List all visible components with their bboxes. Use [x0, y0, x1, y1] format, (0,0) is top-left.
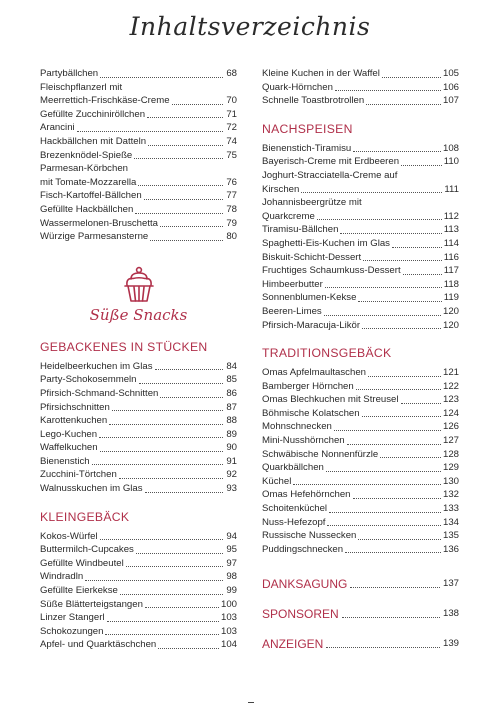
- dot-leader: [362, 328, 441, 329]
- toc-entry: [262, 420, 459, 434]
- appendix-entries: [262, 576, 459, 652]
- toc-entry-title: Buttermilch-Cupcakes: [40, 544, 134, 556]
- dot-leader: [105, 634, 219, 635]
- dot-leader: [155, 369, 223, 370]
- dot-leader: [392, 247, 442, 248]
- dot-leader: [380, 457, 441, 458]
- dot-leader: [403, 274, 442, 275]
- toc-page-number: 93: [226, 483, 237, 495]
- dot-leader: [347, 444, 441, 445]
- toc-entry-title: Brezenknödel-Spieße: [40, 149, 133, 161]
- dot-leader: [145, 492, 223, 493]
- toc-page-number: 72: [226, 122, 237, 134]
- toc-entry-title: Süße Blätterteigstangen: [40, 598, 143, 610]
- sweet-snacks-banner: [40, 266, 237, 324]
- toc-entry-line: Parmesan-Körbchen: [40, 163, 128, 175]
- toc-entry-title: Mini-Nusshörnchen: [262, 435, 345, 447]
- dot-leader: [301, 192, 442, 193]
- toc-page-number: 94: [226, 530, 237, 542]
- toc-entry: [262, 319, 459, 333]
- toc-entry: [262, 475, 459, 489]
- savory-snacks-list: [40, 67, 237, 244]
- toc-entry-title: mit Tomate-Mozzarella: [40, 176, 137, 188]
- section-heading: KLEINGEBÄCK: [40, 509, 130, 524]
- toc-page-number: 124: [442, 407, 459, 419]
- toc-entry: [40, 230, 237, 244]
- toc-page-number: 104: [220, 639, 237, 651]
- toc-page-number: 134: [442, 516, 459, 528]
- toc-entry: [40, 373, 237, 387]
- dot-leader: [326, 647, 440, 648]
- dot-leader: [382, 77, 441, 78]
- dot-leader: [148, 145, 223, 146]
- dot-leader: [345, 552, 441, 553]
- toc-entry-title: Walnusskuchen im Glas: [40, 483, 143, 495]
- toc-entry: [40, 570, 237, 584]
- toc-page-number: 137: [442, 578, 459, 590]
- toc-page-number: 91: [226, 455, 237, 467]
- toc-entry-title: Schwäbische Nonnenfürzle: [262, 448, 379, 460]
- toc-page-number: 122: [442, 380, 459, 392]
- dot-leader: [85, 580, 223, 581]
- toc-entry: [40, 189, 237, 203]
- toc-entry: [40, 482, 237, 496]
- dot-leader: [326, 471, 441, 472]
- dot-leader: [293, 484, 441, 485]
- dot-leader: [160, 226, 223, 227]
- toc-entry-title: Lego-Kuchen: [40, 428, 98, 440]
- dot-leader: [135, 213, 223, 214]
- dot-leader: [358, 301, 441, 302]
- page-mark: [248, 702, 254, 703]
- dot-leader: [353, 498, 441, 499]
- toc-page-number: 106: [442, 81, 459, 93]
- left-column: [40, 67, 237, 652]
- toc-entry-title: Tiramisu-Bällchen: [262, 224, 339, 236]
- toc-entry: [262, 461, 459, 475]
- toc-entry: [262, 183, 459, 197]
- cupcake-icon: [122, 266, 156, 304]
- toc-page-number: 85: [226, 374, 237, 386]
- toc-page-number: 129: [442, 462, 459, 474]
- toc-page-number: 117: [443, 265, 459, 277]
- appendix-entry: [262, 606, 459, 622]
- dot-leader: [368, 376, 441, 377]
- dot-leader: [335, 90, 441, 91]
- toc-entry: [40, 94, 237, 108]
- toc-entry-title: Bamberger Hörnchen: [262, 380, 354, 392]
- dot-leader: [350, 587, 440, 588]
- dot-leader: [401, 165, 442, 166]
- toc-page-number: 126: [442, 421, 459, 433]
- dot-leader: [327, 525, 441, 526]
- toc-entry-title: Omas Hefehörnchen: [262, 489, 351, 501]
- section-heading: GEBACKENES IN STÜCKEN: [40, 339, 208, 354]
- toc-entry-title: Karottenkuchen: [40, 415, 108, 427]
- appendix-title: ANZEIGEN: [262, 637, 324, 652]
- toc-entry: [40, 543, 237, 557]
- toc-page-number: 98: [226, 571, 237, 583]
- toc-page-number: 123: [442, 394, 459, 406]
- toc-entry: [262, 237, 459, 251]
- toc-entry: [262, 81, 459, 95]
- toc-page-number: 77: [226, 190, 237, 202]
- toc-entry: [40, 414, 237, 428]
- toc-entry: [262, 380, 459, 394]
- toc-entry: [40, 584, 237, 598]
- toc-entry: [40, 611, 237, 625]
- dot-leader: [362, 416, 441, 417]
- dot-leader: [158, 648, 219, 649]
- toc-entry: [40, 530, 237, 544]
- dot-leader: [144, 199, 223, 200]
- toc-page-number: 100: [220, 598, 237, 610]
- toc-page-number: 116: [443, 251, 459, 263]
- toc-page-number: 114: [443, 237, 459, 249]
- toc-page-number: 89: [226, 428, 237, 440]
- toc-entry: [40, 625, 237, 639]
- dot-leader: [107, 621, 219, 622]
- toc-page-number: 75: [226, 149, 237, 161]
- toc-page-number: 70: [226, 95, 237, 107]
- dot-leader: [353, 151, 441, 152]
- toc-page-number: 107: [442, 95, 459, 107]
- dot-leader: [358, 539, 441, 540]
- toc-entry: [40, 441, 237, 455]
- toc-entry-title: Puddingschnecken: [262, 543, 344, 555]
- toc-entry: [40, 203, 237, 217]
- toc-entry-title: Bienenstich: [40, 455, 90, 467]
- toc-entry-title: Partybällchen: [40, 68, 99, 79]
- toc-page-number: 97: [226, 557, 237, 569]
- toc-entry: [40, 108, 237, 122]
- toc-page-number: 95: [226, 544, 237, 556]
- dot-leader: [126, 566, 223, 567]
- sweet-sections: [40, 340, 237, 652]
- toc-entry-title: Fisch-Kartoffel-Bällchen: [40, 190, 142, 202]
- toc-entry-line: Fleischpflanzerl mit: [40, 81, 123, 93]
- toc-entry-title: Omas Apfelmaultaschen: [262, 367, 366, 379]
- dot-leader: [342, 617, 440, 618]
- toc-entry: [40, 360, 237, 374]
- toc-entry-title: Würzige Parmesansterne: [40, 231, 149, 243]
- dot-leader: [138, 185, 223, 186]
- dot-leader: [136, 553, 223, 554]
- toc-entry-title: Schnelle Toastbrotrollen: [262, 95, 365, 107]
- toc-entry-title: Schokozungen: [40, 625, 104, 637]
- dot-leader: [150, 240, 223, 241]
- toc-entry: [262, 407, 459, 421]
- toc-page-number: 113: [443, 224, 459, 236]
- toc-entry-title: Bienenstich-Tiramisu: [262, 142, 352, 154]
- toc-entry-title: Heidelbeerkuchen im Glas: [40, 360, 153, 372]
- dot-leader: [160, 397, 223, 398]
- toc-page-number: 119: [443, 292, 459, 304]
- toc-entry: [40, 638, 237, 652]
- toc-entry: [40, 121, 237, 135]
- dot-leader: [325, 287, 442, 288]
- dot-leader: [100, 539, 223, 540]
- toc-entry: [262, 366, 459, 380]
- toc-entry-title: Pfirsich-Maracuja-Likör: [262, 319, 361, 331]
- toc-entry: [40, 598, 237, 612]
- toc-entry: [262, 529, 459, 543]
- toc-entry: [40, 428, 237, 442]
- toc-entry: [40, 67, 237, 81]
- toc-entry-title: Sonnenblumen-Kekse: [262, 292, 357, 304]
- dot-leader: [112, 410, 223, 411]
- toc-entry-title: Kokos-Würfel: [40, 530, 98, 542]
- toc-page-number: 128: [442, 448, 459, 460]
- right-column: [262, 67, 459, 652]
- toc-entry-title: Bayerisch-Creme mit Erdbeeren: [262, 156, 400, 168]
- toc-page-number: 111: [444, 183, 459, 195]
- toc-entry-title: Gefüllte Zucchiniröllchen: [40, 108, 146, 120]
- toc-page-number: 68: [226, 68, 237, 79]
- appendix-entry: [262, 576, 459, 592]
- dot-leader: [92, 464, 223, 465]
- dot-leader: [363, 260, 442, 261]
- toc-entry: [40, 468, 237, 482]
- toc-entry: [262, 278, 459, 292]
- toc-entry-title: Mohnschnecken: [262, 421, 332, 433]
- toc-entry: [40, 455, 237, 469]
- dot-leader: [139, 383, 223, 384]
- toc-page-number: 120: [442, 305, 459, 317]
- toc-entry-title: Omas Blechkuchen mit Streusel: [262, 394, 399, 406]
- toc-entry-title: Kirschen: [262, 183, 300, 195]
- dot-leader: [120, 594, 223, 595]
- toc-page-number: 79: [226, 217, 237, 229]
- dot-leader: [100, 451, 223, 452]
- toc-entry: [262, 142, 459, 156]
- toc-page-number: 139: [442, 638, 459, 650]
- toc-page-number: 112: [443, 210, 459, 222]
- toc-page-number: 86: [226, 387, 237, 399]
- toc-entry-title: Wassermelonen-Bruschetta: [40, 217, 159, 229]
- dot-leader: [109, 424, 223, 425]
- toc-entry-title: Windradln: [40, 571, 84, 583]
- toc-entry: [262, 305, 459, 319]
- toc-page-number: 108: [442, 142, 459, 154]
- toc-entry-title: Spaghetti-Eis-Kuchen im Glas: [262, 237, 390, 249]
- dot-leader: [317, 219, 442, 220]
- section-heading: NACHSPEISEN: [262, 121, 353, 136]
- toc-entry: [262, 251, 459, 265]
- page-title: Inhaltsverzeichnis: [129, 12, 371, 41]
- toc-page-number: 132: [442, 489, 459, 501]
- toc-page-number: 78: [226, 203, 237, 215]
- toc-entry-title: Böhmische Kolatschen: [262, 407, 360, 419]
- toc-entry-title: Gefüllte Windbeutel: [40, 557, 124, 569]
- dot-leader: [147, 117, 223, 118]
- dot-leader: [366, 104, 441, 105]
- dot-leader: [334, 430, 441, 431]
- toc-page-number: 90: [226, 442, 237, 454]
- toc-entry: [40, 387, 237, 401]
- toc-page-number: 130: [442, 475, 459, 487]
- sweet-continued-list: [262, 67, 459, 108]
- dot-leader: [329, 512, 441, 513]
- toc-page-number: 121: [442, 367, 459, 379]
- toc-entry-title: Quark-Hörnchen: [262, 81, 333, 93]
- toc-entry-title: Zucchini-Törtchen: [40, 469, 117, 481]
- toc-entry: [262, 543, 459, 557]
- toc-entry-title: Linzer Stangerl: [40, 612, 105, 624]
- toc-entry: [40, 557, 237, 571]
- dot-leader: [134, 158, 223, 159]
- toc-entry-line: Joghurt-Stracciatella-Creme auf: [262, 169, 398, 181]
- toc-entry-title: Quarkbällchen: [262, 462, 324, 474]
- dot-leader: [100, 77, 223, 78]
- toc-page-number: 127: [442, 435, 459, 447]
- toc-entry: [262, 67, 459, 81]
- section-heading: TRADITIONSGEBÄCK: [262, 346, 392, 361]
- toc-entry: [262, 488, 459, 502]
- dot-leader: [401, 403, 441, 404]
- toc-page-number: 136: [442, 543, 459, 555]
- toc-page-number: 135: [442, 530, 459, 542]
- toc-page-number: 71: [226, 108, 237, 120]
- toc-entry-title: Waffelkuchen: [40, 442, 98, 454]
- toc-entry: [262, 264, 459, 278]
- toc-page-number: 99: [226, 585, 237, 597]
- toc-page-number: 120: [442, 319, 459, 331]
- dot-leader: [172, 104, 223, 105]
- toc-entry: [262, 155, 459, 169]
- appendix-entry: [262, 636, 459, 652]
- toc-entry: [262, 223, 459, 237]
- toc-entry-title: Beeren-Limes: [262, 305, 322, 317]
- toc-page-number: 110: [443, 156, 459, 168]
- toc-entry: [40, 176, 237, 190]
- toc-entry-title: Nuss-Hefezopf: [262, 516, 326, 528]
- dot-leader: [340, 233, 441, 234]
- toc-entry-title: Gefüllte Eierkekse: [40, 585, 118, 597]
- toc-entry-title: Küchel: [262, 475, 292, 487]
- toc-page-number: 138: [442, 608, 459, 620]
- toc-page-number: 105: [442, 68, 459, 79]
- toc-entry: [262, 210, 459, 224]
- toc-page-number: 88: [226, 415, 237, 427]
- desserts-and-traditional-sections: [262, 122, 459, 557]
- toc-entry-title: Hackbällchen mit Datteln: [40, 135, 147, 147]
- dot-leader: [119, 478, 223, 479]
- toc-page-number: 74: [226, 135, 237, 147]
- toc-entry-title: Quarkcreme: [262, 210, 315, 222]
- toc-entry: [262, 516, 459, 530]
- dot-leader: [324, 315, 441, 316]
- toc-page-number: 87: [226, 401, 237, 413]
- toc-entry-title: Apfel- und Quarktäschchen: [40, 639, 157, 651]
- toc-page-number: 84: [226, 360, 237, 372]
- toc-entry-title: Party-Schokosemmeln: [40, 374, 137, 386]
- toc-entry-title: Pfirsich-Schmand-Schnitten: [40, 387, 159, 399]
- toc-entry: [262, 291, 459, 305]
- toc-entry: [262, 393, 459, 407]
- dot-leader: [356, 389, 441, 390]
- toc-entry: [262, 502, 459, 516]
- toc-entry-title: Arancini: [40, 122, 75, 134]
- toc-page-number: 133: [442, 503, 459, 515]
- toc-entry-title: Schoitenküchel: [262, 503, 328, 515]
- toc-entry-title: Biskuit-Schicht-Dessert: [262, 251, 362, 263]
- dot-leader: [145, 607, 219, 608]
- toc-entry-title: Himbeerbutter: [262, 278, 323, 290]
- toc-page-number: 103: [220, 625, 237, 637]
- toc-entry: [40, 401, 237, 415]
- toc-entry-title: Gefüllte Hackbällchen: [40, 203, 134, 215]
- toc-entry: [40, 135, 237, 149]
- toc-entry: [262, 94, 459, 108]
- toc-entry: [40, 149, 237, 163]
- toc-page-number: 103: [220, 612, 237, 624]
- toc-page-number: 118: [443, 278, 459, 290]
- toc-entry-title: Russische Nussecken: [262, 530, 357, 542]
- toc-entry-title: Kleine Kuchen in der Waffel: [262, 68, 380, 79]
- toc-entry-line: Johannisbeergrütze mit: [262, 197, 362, 209]
- sweet-snacks-heading: Süße Snacks: [89, 305, 188, 324]
- appendix-title: DANKSAGUNG: [262, 577, 348, 592]
- toc-entry: [40, 217, 237, 231]
- toc-entry-title: Pfirsichschnitten: [40, 401, 110, 413]
- dot-leader: [99, 437, 223, 438]
- toc-page-number: 80: [226, 231, 237, 243]
- toc-entry: [262, 434, 459, 448]
- dot-leader: [77, 131, 223, 132]
- appendix-title: SPONSOREN: [262, 607, 339, 622]
- toc-entry: [262, 448, 459, 462]
- toc-page-number: 76: [226, 176, 237, 188]
- toc-entry-title: Fruchtiges Schaumkuss-Dessert: [262, 265, 401, 277]
- toc-entry-title: Meerrettich-Frischkäse-Creme: [40, 95, 170, 107]
- toc-page-number: 92: [226, 469, 237, 481]
